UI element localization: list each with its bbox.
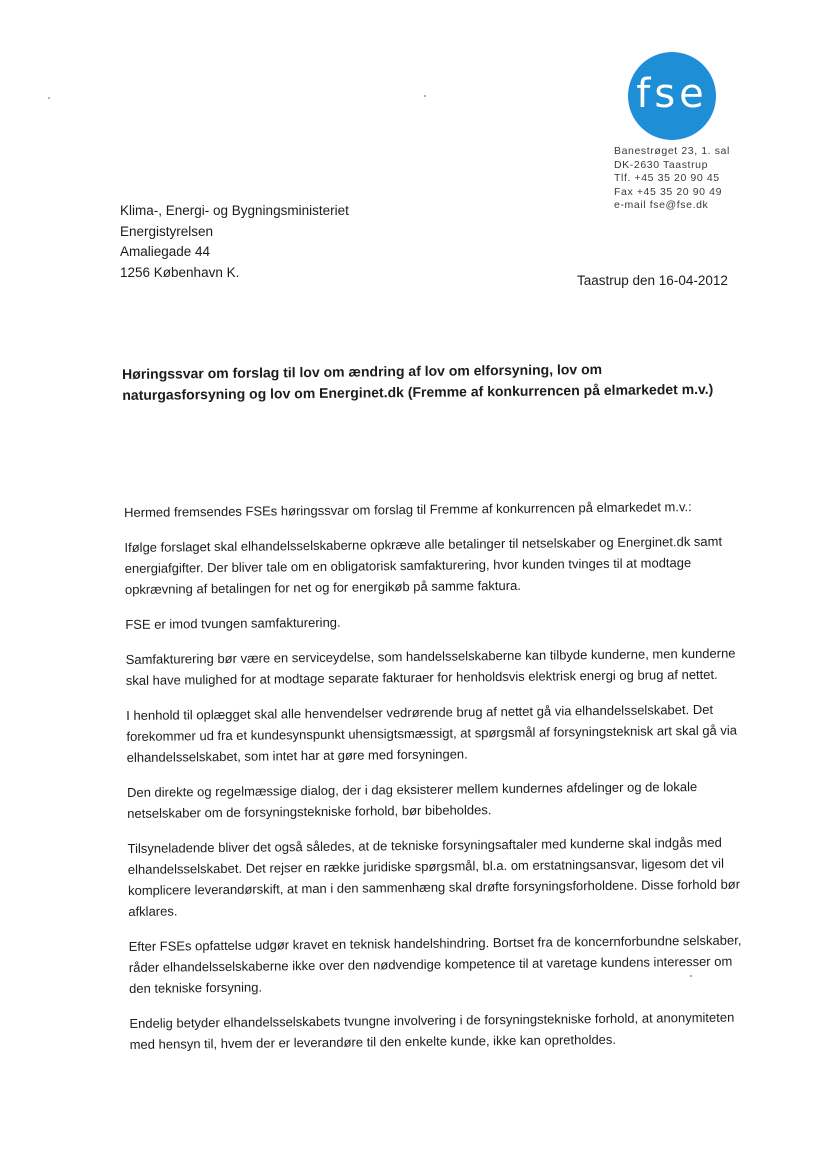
paragraph-service: Samfakturering bør være en serviceydelse, som handelsselskaberne kan tilbyde kunderne, men kunderne skal have mulighed for at modtage separate fakturaer for henholdsvis elektrisk energi og brug af nettet. <box>125 645 736 688</box>
paragraph-anonymity: Endelig betyder elhandelsselskabets tvungne involvering i de forsyningstekniske forhold, at anonymiteten med hensyn til, hvem der er leverandøre til den enkelte kunde, ikke kan opretholdes. <box>129 1009 735 1052</box>
paragraph-agreements: Tilsyneladende bliver det også således, at de tekniske forsyningsaftaler med kunderne skal indgås med elhandelsselskabet. Det rejser en række juridiske spørgsmål, bl.a. om erstatningsansvar, ligesom det vil komplicere leverandørskift, at man i den sammenhæng skal drøfte forsyningsforholdene. Disse forhold bør afklares. <box>127 834 741 919</box>
scan-speck <box>690 975 692 977</box>
paragraph-position: FSE er imod tvungen samfakturering. <box>125 614 341 632</box>
scan-speck <box>48 97 50 99</box>
fse-logo <box>628 52 716 140</box>
paragraph-dialog: Den direkte og regelmæssige dialog, der i dag eksisterer mellem kundernes afdelinger og de lokale netselskaber om de forsyningstekniske forhold, bør bibeholdes. <box>126 779 698 821</box>
recipient-agency: Energistyrelsen <box>120 223 214 239</box>
sender-street: Banestrøget 23, 1. sal <box>614 145 730 157</box>
scan-speck <box>424 95 426 97</box>
sender-address-block <box>614 145 730 213</box>
paragraph-proposal: Ifølge forslaget skal elhandelsselskaberne opkræve alle betalinger til netselskaber og Energinet.dk samt energiafgifter. Der bliver tale om en obligatorisk samfakturering, hvor kunden tvinges til at modtage opkrævning af betalingen for net og for energikøb på samme faktura. <box>124 533 723 597</box>
recipient-ministry: Klima-, Energi- og Bygningsministeriet <box>120 203 349 218</box>
sender-fax: Fax +45 35 20 90 49 <box>614 185 723 198</box>
recipient-city: 1256 København K. <box>120 264 240 280</box>
recipient-address-block <box>120 201 349 283</box>
letter-body <box>124 496 744 1069</box>
logo-text: fse <box>636 71 708 117</box>
letter-date: Taastrup den 16-04-2012 <box>577 273 728 288</box>
letter-subject: Høringssvar om forslag til lov om ændring af lov om elforsyning, lov om naturgasforsyning og lov om Energinet.dk (Fremme af konkurrencen på elmarkedet m.v.) <box>122 360 714 403</box>
sender-phone: Tlf. +45 35 20 90 45 <box>614 172 720 185</box>
paragraph-inquiries: I henhold til oplægget skal alle henvendelser vedrørende brug af nettet gå via elhandelsselskabet. Det forekommer ud fra et kundesynspunkt uhensigtsmæssigt, at spørgsmål af forsyningsteknisk art skal gå via elhandelsselskabet, som intet har at gøre med forsyningen. <box>126 701 738 765</box>
sender-email: e-mail fse@fse.dk <box>614 199 709 212</box>
sender-city: DK-2630 Taastrup <box>614 158 709 171</box>
paragraph-intro: Hermed fremsendes FSEs høringssvar om forslag til Fremme af konkurrencen på elmarkedet m.v.: <box>124 499 692 520</box>
recipient-street: Amaliegade 44 <box>120 244 211 259</box>
paragraph-trade-barrier: Efter FSEs opfattelse udgør kravet en teknisk handelshindring. Bortset fra de koncernforbundne selskaber, råder elhandelsselskaberne ikke over den nødvendige kompetence til at varetage kundens interesser om den tekniske forsyning. <box>128 932 742 996</box>
